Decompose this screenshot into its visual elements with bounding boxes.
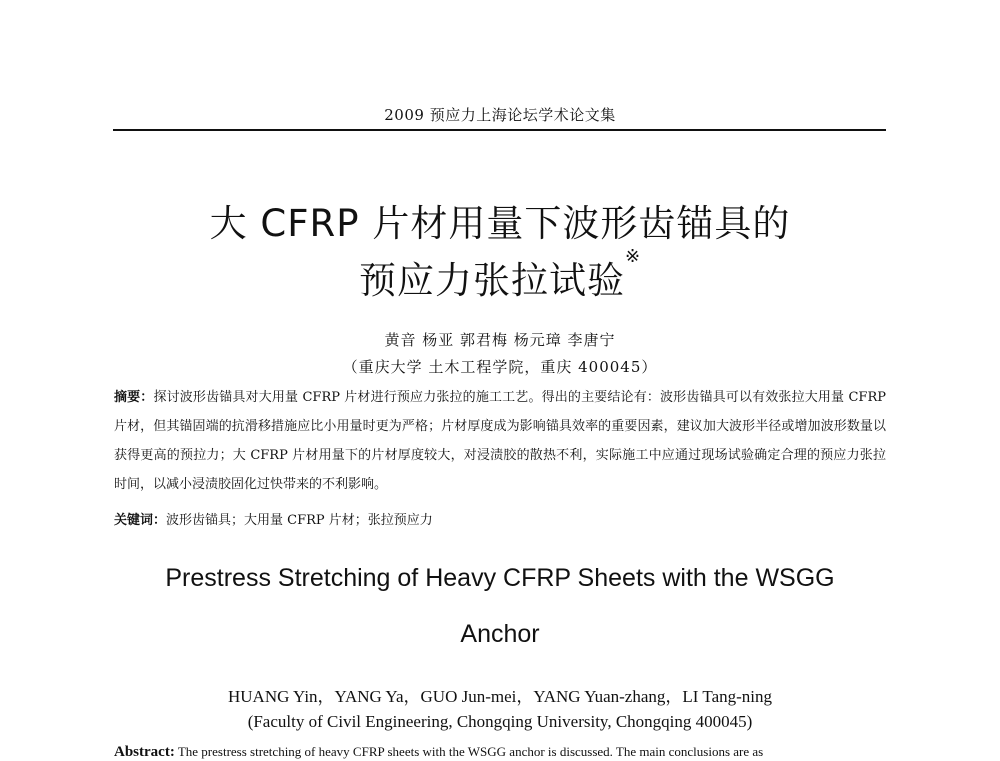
title-cn-line2 bbox=[0, 246, 1000, 304]
title-en-line2: Anchor bbox=[460, 620, 540, 648]
authors-en: HUANG Yin，YANG Ya，GUO Jun-mei，YANG Yuan-zhang，LI Tang-ning bbox=[227, 687, 773, 706]
header-rule bbox=[113, 129, 886, 131]
abstract-cn-text: 探讨波形齿锚具对大用量 CFRP 片材进行预应力张拉的施工工艺。得出的主要结论有：波形齿锚具可以有效张拉大用量 CFRP 片材，但其锚固端的抗滑移措施应比小用量时更为严格；片材厚度成为影响锚具效率的重要因素，建议加大波形半径或增加波形数量以获得更高的预拉力；大 CFRP 片材用量下的片材厚度较大，对浸渍胶的散热不利，实际施工中应通过现场试验确定合理的预应力张拉时间，以减小浸渍胶固化过快带来的不利影响。 bbox=[114, 390, 886, 492]
title-cn-line2-text: 预应力张拉试验 bbox=[358, 259, 625, 302]
abstract-en-text: The prestress stretching of heavy CFRP sheets with the WSGG anchor is discussed. The main conclusions are as bbox=[177, 744, 764, 759]
abstract-cn-label: 摘要： bbox=[114, 390, 154, 405]
title-en-line1: Prestress Stretching of Heavy CFRP Sheets with the WSGG bbox=[165, 564, 835, 592]
footnote-mark: ※ bbox=[624, 246, 642, 267]
abstract-en bbox=[114, 744, 886, 761]
keywords-cn-label: 关键词： bbox=[114, 513, 167, 528]
affiliation-en: (Faculty of Civil Engineering, Chongqing University, Chongqing 400045) bbox=[247, 712, 753, 731]
keywords-cn bbox=[114, 506, 886, 535]
abstract-en-label: Abstract: bbox=[114, 744, 175, 760]
authors-cn: 黄音 杨亚 郭君梅 杨元璋 李唐宁 bbox=[384, 331, 616, 349]
keywords-cn-text: 波形齿锚具；大用量 CFRP 片材；张拉预应力 bbox=[166, 513, 433, 528]
running-header: 2009 预应力上海论坛学术论文集 bbox=[384, 106, 616, 124]
abstract-cn bbox=[114, 383, 886, 499]
affiliation-cn: （重庆大学 土木工程学院，重庆 400045） bbox=[342, 358, 658, 376]
title-cn-line1: 大 CFRP 片材用量下波形齿锚具的 bbox=[209, 202, 791, 245]
